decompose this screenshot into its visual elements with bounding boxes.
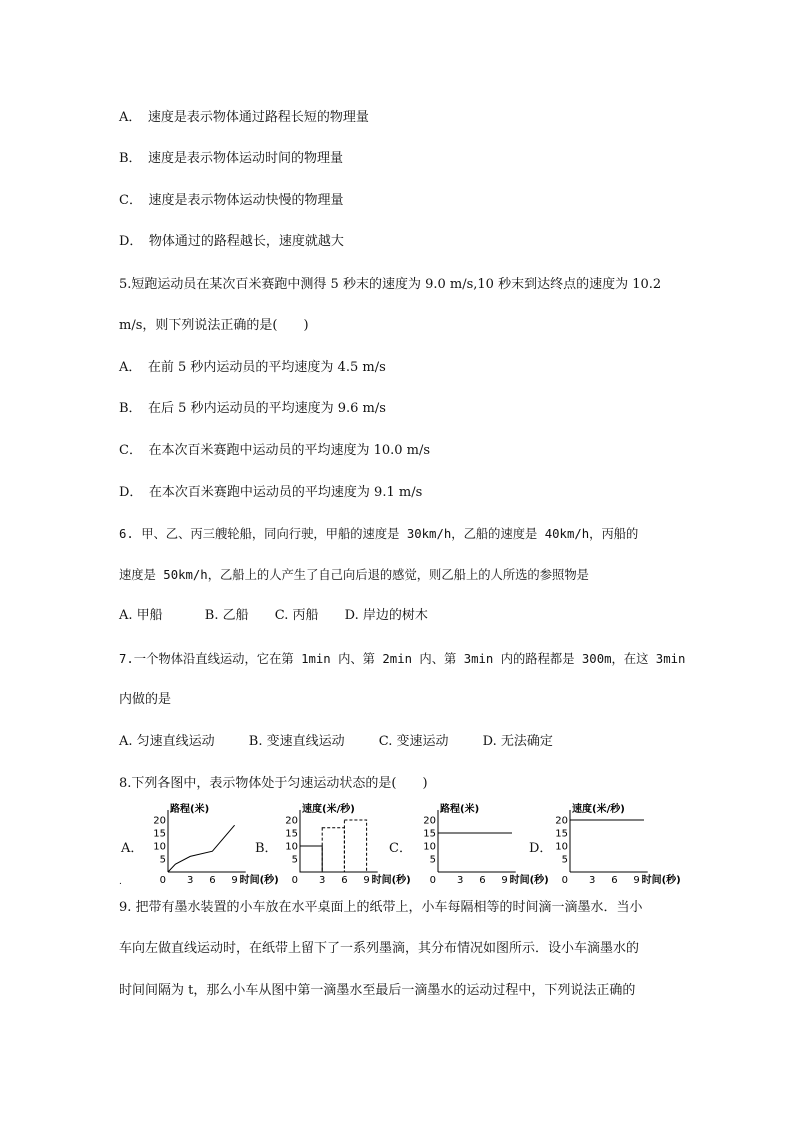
graph-c-svg — [410, 802, 549, 887]
x-tick-label: 9 — [363, 875, 370, 886]
graph-a-svg — [140, 802, 279, 887]
q8-graph-b-label: B． — [255, 841, 278, 856]
y-axis-label: 速度(米/秒) — [302, 804, 355, 815]
origin-label: 0 — [429, 875, 436, 886]
x-tick-label: 9 — [501, 875, 508, 886]
q7-stem-line2: 内做的是 — [119, 692, 172, 707]
q8-graph-b — [272, 802, 411, 891]
y-axis-label: 路程(米) — [170, 804, 210, 815]
dot-mark: . — [119, 877, 122, 887]
q4-option-a: A． 速度是表示物体通过路程长短的物理量 — [119, 110, 369, 125]
q7-options — [119, 733, 553, 751]
y-tick-label: 20 — [423, 815, 436, 827]
bar — [322, 828, 344, 872]
y-axis-label: 速度(米/秒) — [572, 804, 625, 815]
q8-graph-d-label: D． — [529, 841, 553, 856]
x-tick-label: 3 — [319, 875, 326, 886]
q5-stem-line1: 5.短跑运动员在某次百米赛跑中测得 5 秒末的速度为 9.0 m/s,10 秒末到达终点的速度为 10.2 — [119, 277, 662, 292]
origin-label: 0 — [159, 875, 166, 886]
x-tick-label: 6 — [611, 875, 618, 886]
x-axis-label: 时间(秒) — [239, 875, 279, 886]
q6-option-b: B. 乙船 — [204, 608, 249, 623]
x-axis-label: 时间(秒) — [371, 875, 411, 886]
x-tick-label: 6 — [209, 875, 216, 886]
x-tick-label: 3 — [457, 875, 464, 886]
y-tick-label: 15 — [285, 828, 298, 840]
q9-stem-line2: 车向左做直线运动时，在纸带上留下了一系列墨滴，其分布情况如图所示．设小车滴墨水的 — [119, 941, 640, 956]
q7-stem-line1: 7.一个物体沿直线运动，它在第 1min 内、第 2min 内、第 3min 内的路程都是 300m，在这 3min — [119, 652, 686, 666]
q8-graph-c — [410, 802, 549, 891]
q6-option-d: D. 岸边的树木 — [344, 608, 428, 623]
y-tick-label: 15 — [423, 828, 436, 840]
y-tick-label: 5 — [561, 854, 568, 866]
q8-graph-d — [542, 802, 681, 891]
q6-option-c: C. 丙船 — [274, 608, 319, 623]
q8-graph-a-label: A． — [121, 841, 144, 856]
y-tick-label: 5 — [429, 854, 436, 866]
q6-option-a: A. 甲船 — [119, 608, 163, 623]
x-tick-label: 6 — [479, 875, 486, 886]
q7-option-a: A. 匀速直线运动 — [119, 734, 215, 749]
y-tick-label: 5 — [159, 854, 166, 866]
q5-stem-line2: m/s，则下列说法正确的是( ) — [119, 318, 309, 333]
y-tick-label: 20 — [555, 815, 568, 827]
y-tick-label: 20 — [153, 815, 166, 827]
y-tick-label: 10 — [555, 841, 568, 853]
q8-stem: 8.下列各图中，表示物体处于匀速运动状态的是( ) — [119, 776, 428, 791]
graph-b-svg — [272, 802, 411, 887]
graph-d-svg — [542, 802, 681, 887]
q7-option-c: C. 变速运动 — [378, 734, 449, 749]
q5-option-d: D． 在本次百米赛跑中运动员的平均速度为 9.1 m/s — [119, 485, 423, 500]
series-line — [168, 825, 235, 872]
q6-stem-line2: 速度是 50km/h，乙船上的人产生了自己向后退的感觉，则乙船上的人所选的参照物是 — [119, 568, 589, 582]
y-tick-label: 15 — [555, 828, 568, 840]
y-tick-label: 15 — [153, 828, 166, 840]
origin-label: 0 — [561, 875, 568, 886]
bar — [300, 846, 322, 872]
q9-stem-line1: 9. 把带有墨水装置的小车放在水平桌面上的纸带上，小车每隔相等的时间滴一滴墨水．当小 — [119, 900, 643, 915]
q7-option-d: D. 无法确定 — [482, 734, 553, 749]
x-tick-label: 9 — [231, 875, 238, 886]
q9-stem-line3: 时间间隔为 t，那么小车从图中第一滴墨水至最后一滴墨水的运动过程中，下列说法正确的 — [119, 983, 636, 998]
y-tick-label: 10 — [423, 841, 436, 853]
x-tick-label: 3 — [187, 875, 194, 886]
x-tick-label: 6 — [341, 875, 348, 886]
y-tick-label: 20 — [285, 815, 298, 827]
q6-stem-line1: 6. 甲、乙、丙三艘轮船，同向行驶，甲船的速度是 30km/h，乙船的速度是 40km/h，丙船的 — [119, 527, 639, 541]
q5-option-a: A． 在前 5 秒内运动员的平均速度为 4.5 m/s — [119, 360, 386, 375]
x-axis-label: 时间(秒) — [641, 875, 681, 886]
y-tick-label: 10 — [285, 841, 298, 853]
q5-option-c: C． 在本次百米赛跑中运动员的平均速度为 10.0 m/s — [119, 443, 431, 458]
origin-label: 0 — [291, 875, 298, 886]
q4-option-c: C． 速度是表示物体运动快慢的物理量 — [119, 193, 344, 208]
y-tick-label: 5 — [291, 854, 298, 866]
q8-graph-a — [140, 802, 279, 891]
x-axis-label: 时间(秒) — [509, 875, 549, 886]
bar — [344, 820, 366, 872]
y-tick-label: 10 — [153, 841, 166, 853]
q8-graph-c-label: C． — [389, 841, 412, 856]
x-tick-label: 3 — [589, 875, 596, 886]
q4-option-d: D． 物体通过的路程越长，速度就越大 — [119, 234, 344, 249]
q5-option-b: B． 在后 5 秒内运动员的平均速度为 9.6 m/s — [119, 401, 386, 416]
y-axis-label: 路程(米) — [440, 804, 480, 815]
q6-options — [119, 607, 428, 625]
x-tick-label: 9 — [633, 875, 640, 886]
q4-option-b: B． 速度是表示物体运动时间的物理量 — [119, 151, 344, 166]
q7-option-b: B. 变速直线运动 — [248, 734, 345, 749]
